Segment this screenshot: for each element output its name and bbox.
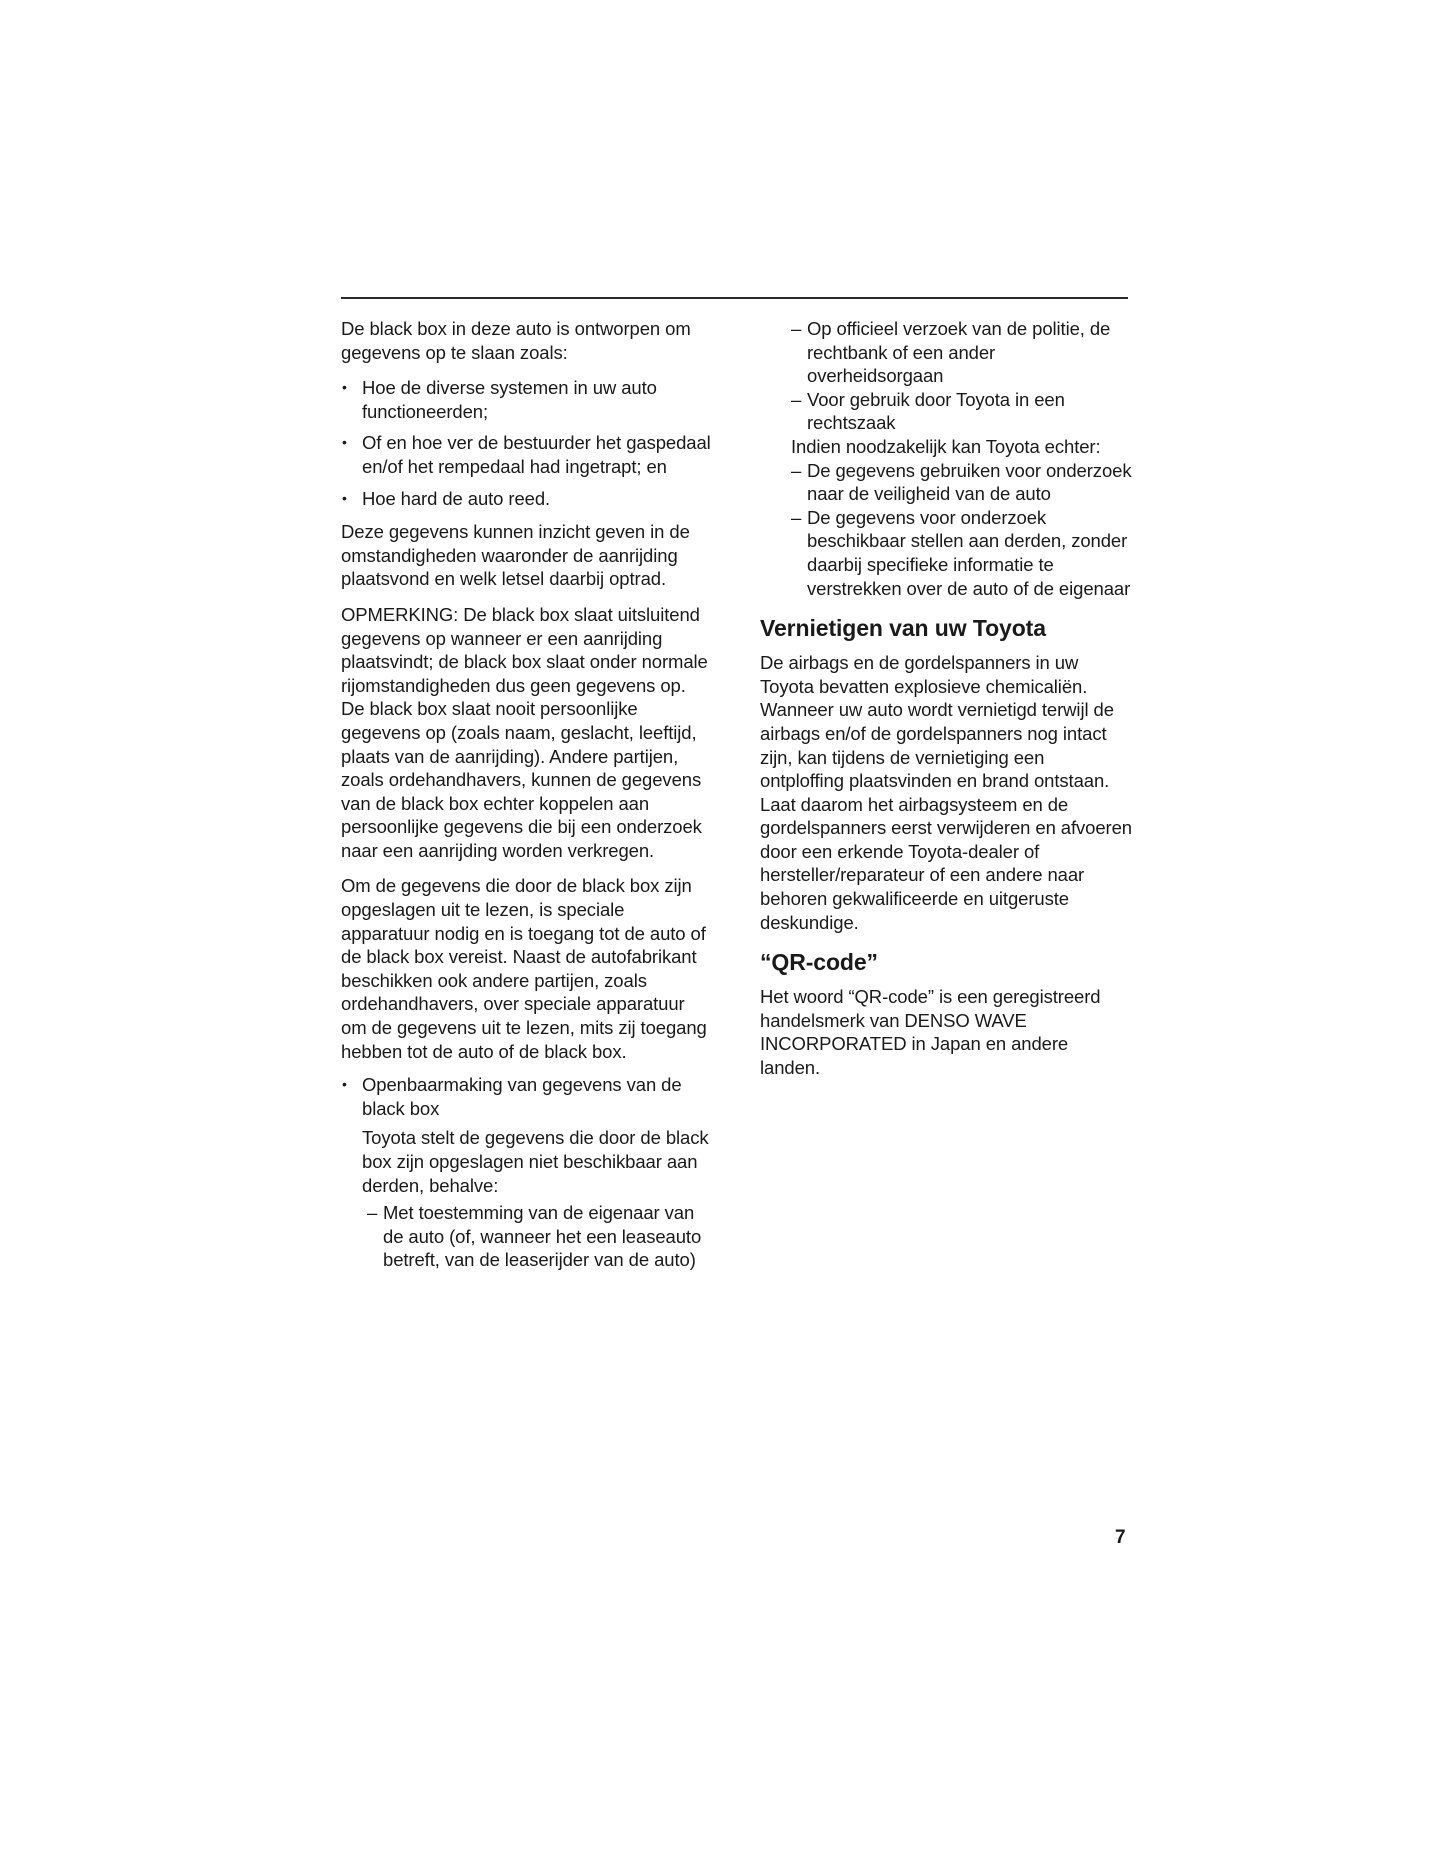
dash-text: Voor gebruik door Toyota in een rechtszaak — [807, 388, 1065, 434]
read-paragraph: Om de gegevens die door de black box zijn opgeslagen uit te lezen, is speciale apparatuur nodig en is toegang tot de auto of de black box vereist. Naast de autofabrikant beschikken ook andere partijen, zoals ordehandhavers, over speciale apparatuur om de gegevens uit te lezen, mits zij toegang hebben tot de auto of de black box. — [341, 875, 707, 1062]
destroy-paragraph: De airbags en de gordelspanners in uw Toyota bevatten explosieve chemicaliën. Wanneer uw auto wordt vernietigd terwijl de airbags en/of de gordelspanners nog intact zijn, kan tijdens de vernietiging een ontploffing plaatsvinden en brand ontstaan. Laat daarom het airbagsysteem en de gordelspanners eerst verwijderen en afvoeren door een erkende Toyota-dealer of hersteller/reparateur of een andere naar behoren gekwalificeerde en uitgeruste deskundige. — [760, 652, 1132, 933]
bullet-item: • Of en hoe ver de bestuurder het gaspedaal en/of het rempedaal had ingetrapt; en — [341, 431, 711, 478]
dash-mark: – — [367, 1202, 378, 1224]
note-paragraph: OPMERKING: De black box slaat uitsluitend gegevens op wanneer er een aanrijding plaatsvindt; de black box slaat onder normale rijomstandigheden dus geen gegevens op. De black box slaat nooit persoonlijke gegevens op (zoals naam, geslacht, leeftijd, plaats van de aanrijding). Andere partijen, zoals ordehandhavers, kunnen de gegevens van de black box echter koppelen aan persoonlijke gegevens die bij een onderzoek naar een aanrijding worden verkregen. — [341, 603, 708, 861]
header-rule — [341, 297, 1128, 299]
dash-item — [785, 459, 1132, 506]
section-heading-qr: “QR-code” — [760, 949, 878, 976]
right-column — [760, 317, 1132, 1092]
however-text: Indien noodzakelijk kan Toyota echter: — [791, 435, 1101, 457]
dash-item — [785, 388, 1132, 435]
left-column — [341, 317, 711, 1272]
dash-list — [773, 317, 1132, 600]
dash-text: Op officieel verzoek van de politie, de rechtbank of een ander overheidsorgaan — [807, 318, 1111, 387]
bullet-item: • Hoe de diverse systemen in uw auto functioneerden; — [341, 376, 711, 423]
dash-item — [785, 506, 1132, 600]
disclosure-bullet: • Openbaarmaking van gegevens van de black box — [341, 1073, 711, 1120]
page-number: 7 — [1115, 1527, 1126, 1548]
dash-item — [785, 317, 1132, 388]
dash-text: De gegevens gebruiken voor onderzoek naar de veiligheid van de auto — [807, 459, 1132, 505]
dash-mark: – — [791, 459, 802, 481]
intro-paragraph: De black box in deze auto is ontworpen om gegevens op te slaan zoals: — [341, 318, 691, 363]
disclosure-text: Toyota stelt de gegevens die door de black box zijn opgeslagen niet beschikbaar aan derden, behalve: — [362, 1127, 709, 1196]
insight-paragraph: Deze gegevens kunnen inzicht geven in de omstandigheden waaronder de aanrijding plaatsvond en welk letsel daarbij optrad. — [341, 521, 690, 590]
dash-text: Met toestemming van de eigenaar van de auto (of, wanneer het een leaseauto betreft, van de leaserijder van de auto) — [383, 1202, 702, 1271]
dash-mark: – — [791, 506, 802, 528]
bullet-item: • Hoe hard de auto reed. — [341, 487, 711, 511]
dash-text: De gegevens voor onderzoek beschikbaar stellen aan derden, zonder daarbij specifieke informatie te verstrekken over de auto of de eigenaar — [807, 506, 1131, 599]
dash-mark: – — [791, 318, 802, 339]
section-heading-destroy: Vernietigen van uw Toyota — [760, 615, 1046, 642]
dash-mark: – — [791, 388, 802, 410]
qr-paragraph: Het woord “QR-code” is een geregistreerd handelsmerk van DENSO WAVE INCORPORATED in Japan en andere landen. — [760, 986, 1101, 1079]
dash-item — [361, 1201, 711, 1272]
